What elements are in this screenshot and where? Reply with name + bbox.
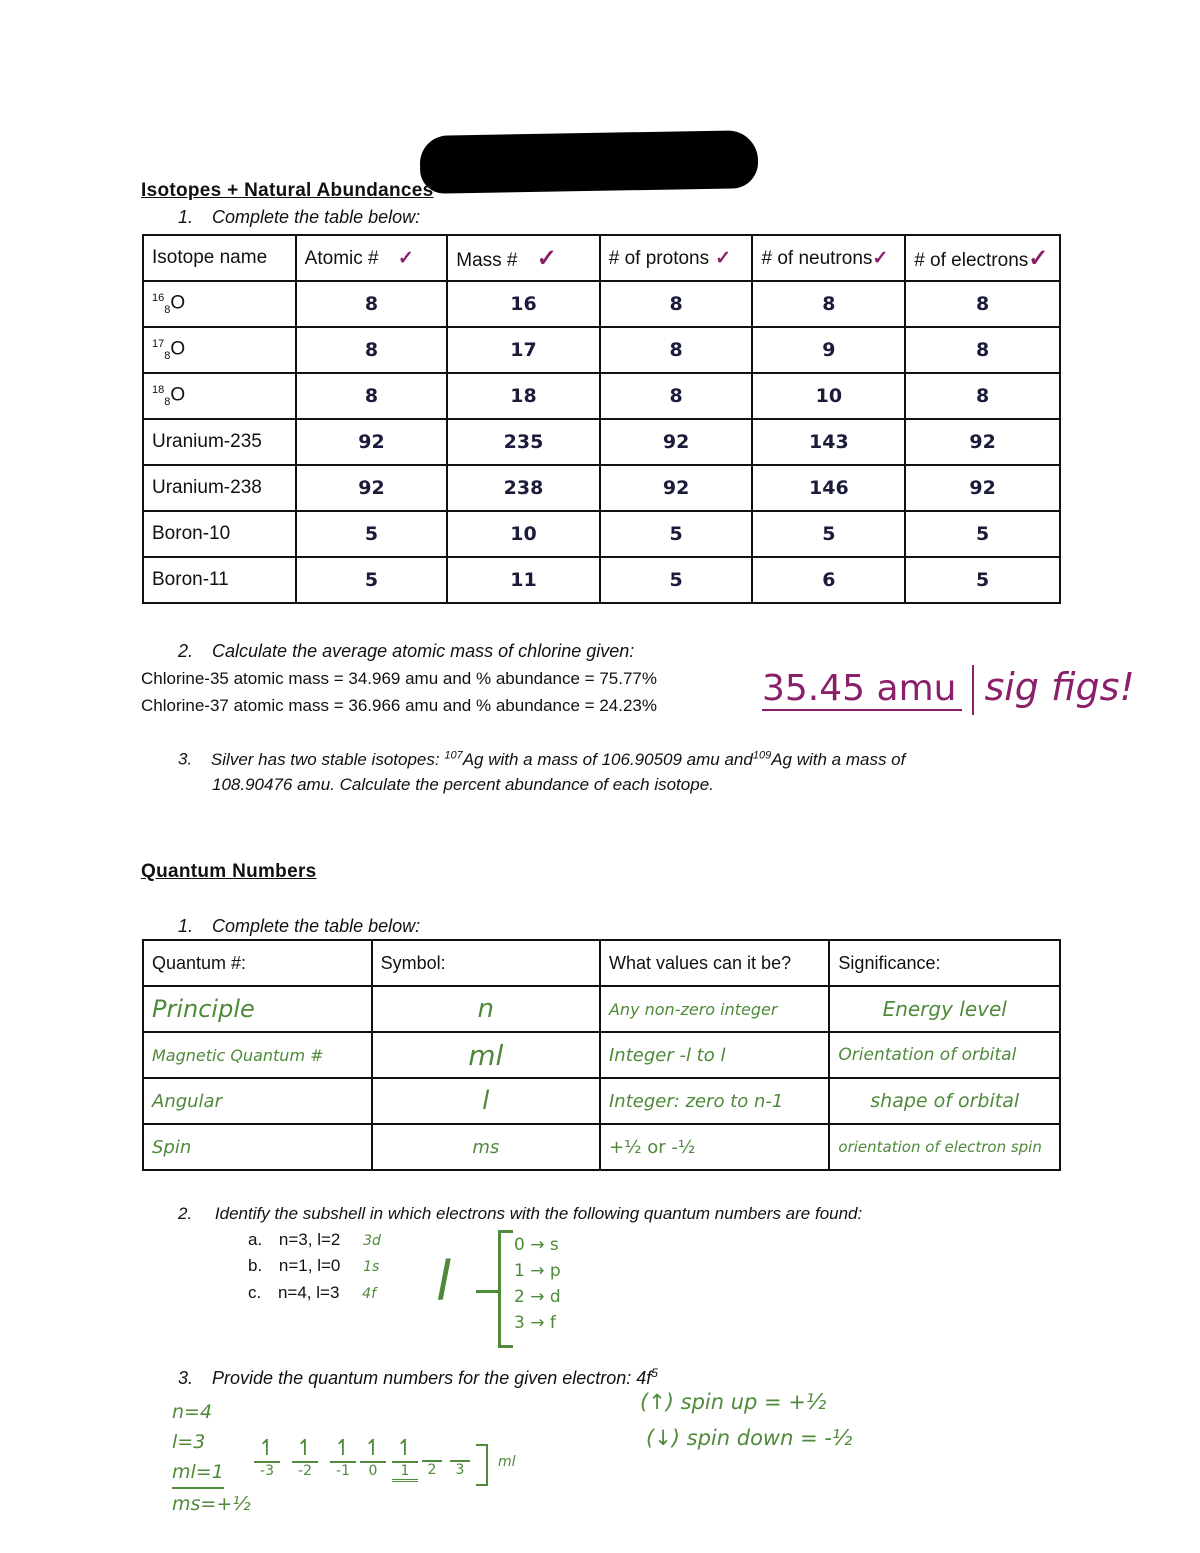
question-text: Complete the table below:	[212, 916, 421, 936]
mass-value: 238	[447, 465, 600, 511]
question-3-continued: 108.90476 amu. Calculate the percent abundance of each isotope.	[212, 775, 714, 794]
protons-value: 5	[600, 557, 753, 603]
orbital-slot	[254, 1436, 280, 1479]
header-isotope-name: Isotope name	[143, 235, 296, 281]
l-legend-connector	[476, 1290, 498, 1293]
check-mark-icon: ✓	[397, 247, 414, 269]
quantum-symbol: ms	[372, 1124, 600, 1170]
legend-item: 0 → s	[514, 1235, 559, 1255]
question-number: 2.	[178, 1204, 193, 1223]
up-arrow-icon: ↿	[363, 1436, 383, 1461]
l-legend-list	[514, 1232, 561, 1336]
question-number: 2.	[178, 641, 194, 661]
orbital-slot	[292, 1436, 318, 1479]
question-text: Calculate the average atomic mass of chlorine given:	[212, 641, 635, 661]
neutrons-value: 10	[752, 373, 905, 419]
question-text: Complete the table below:	[212, 207, 421, 227]
quantum-symbol: ml	[372, 1032, 600, 1078]
table-row	[143, 281, 1060, 327]
mass-value: 11	[447, 557, 600, 603]
orbital-label: -3	[260, 1463, 274, 1479]
atomic-value: 5	[296, 557, 448, 603]
answer-ms: ms=+½	[172, 1493, 251, 1515]
table-row	[143, 373, 1060, 419]
spin-down-note: (↓) spin down = -½	[646, 1426, 853, 1450]
question-number: 3.	[178, 1368, 194, 1388]
ml-label: ml	[498, 1454, 516, 1470]
orbital-slot	[450, 1436, 470, 1478]
header-atomic-number: Atomic # ✓	[296, 235, 448, 281]
header-mass-number: Mass # ✓	[447, 235, 600, 281]
chlorine-answer	[762, 665, 1135, 715]
table-row	[143, 511, 1060, 557]
header-symbol: Symbol:	[372, 940, 600, 986]
orbital-label: -1	[336, 1463, 350, 1479]
up-arrow-icon: ↿	[257, 1436, 277, 1461]
question-3-prompt	[178, 749, 905, 770]
legend-item: 2 → d	[514, 1287, 561, 1307]
question-text: Provide the quantum numbers for the given electron: $4f^5$	[212, 1366, 658, 1388]
quantum-significance: shape of orbital	[829, 1078, 1060, 1124]
check-mark-icon: ✓	[1028, 244, 1049, 272]
atomic-value: 92	[296, 465, 448, 511]
question-number: 1.	[178, 916, 194, 936]
atomic-value: 8	[296, 373, 448, 419]
protons-value: 8	[600, 327, 753, 373]
item-letter: c.	[248, 1283, 262, 1302]
quantum-question-1-prompt	[178, 916, 420, 937]
protons-value: 5	[600, 511, 753, 557]
answer-l: l=3	[172, 1431, 206, 1453]
quantum-values: Integer: zero to n-1	[600, 1078, 829, 1124]
isotope-name: Uranium-238	[143, 465, 296, 511]
neutrons-value: 5	[752, 511, 905, 557]
protons-value: 8	[600, 281, 753, 327]
header-electrons: # of electrons✓	[905, 235, 1060, 281]
isotope-name: Boron-10	[143, 511, 296, 557]
item-text: n=4, l=3	[277, 1283, 340, 1302]
header-quantum-number: Quantum #:	[143, 940, 372, 986]
quantum-answers	[172, 1397, 251, 1519]
orbital-label: 0	[368, 1463, 378, 1479]
mass-value: 235	[447, 419, 600, 465]
question-number: 1.	[178, 207, 194, 227]
electrons-value: 5	[905, 511, 1060, 557]
protons-value: 92	[600, 419, 753, 465]
question-text: Identify the subshell in which electrons with the following quantum numbers are found:	[214, 1204, 863, 1223]
atomic-value: 5	[296, 511, 448, 557]
table-row	[143, 1078, 1060, 1124]
neutrons-value: 146	[752, 465, 905, 511]
protons-value: 8	[600, 373, 753, 419]
electrons-value: 8	[905, 373, 1060, 419]
table-header-row	[143, 235, 1060, 281]
atomic-value: 92	[296, 419, 448, 465]
legend-item: 3 → f	[514, 1313, 556, 1333]
quantum-name: Angular	[143, 1078, 372, 1124]
answer-value: 35.45 amu	[762, 668, 962, 711]
item-letter: b.	[248, 1256, 263, 1275]
chlorine-35-line: Chlorine-35 atomic mass = 34.969 amu and % abundance = 75.77%	[141, 669, 657, 688]
atomic-value: 8	[296, 281, 448, 327]
question-text: Silver has two stable isotopes: $^{107}$Ag with a mass of 106.90509 amu and$^{109}$Ag with a mass of	[210, 749, 906, 769]
subshell-item-c	[248, 1283, 376, 1303]
electrons-value: 5	[905, 557, 1060, 603]
quantum-name: Magnetic Quantum #	[143, 1032, 372, 1078]
orbital-slot	[392, 1436, 418, 1482]
table-row	[143, 327, 1060, 373]
isotope-name: Uranium-235	[143, 419, 296, 465]
item-answer: 4f	[362, 1286, 376, 1302]
header-neutrons: # of neutrons✓	[752, 235, 905, 281]
orbital-diagram	[254, 1436, 544, 1500]
quantum-name: Principle	[143, 986, 372, 1032]
chlorine-37-line: Chlorine-37 atomic mass = 36.966 amu and % abundance = 24.23%	[141, 696, 657, 715]
l-legend-bracket	[498, 1230, 513, 1348]
electrons-value: 92	[905, 419, 1060, 465]
mass-value: 18	[447, 373, 600, 419]
isotope-name: Boron-11	[143, 557, 296, 603]
check-mark-icon: ✓	[715, 247, 732, 269]
isotope-name: $^{18}_8$O	[143, 373, 296, 419]
item-answer: 3d	[363, 1233, 381, 1249]
quantum-values: +½ or -½	[600, 1124, 829, 1170]
item-letter: a.	[248, 1230, 263, 1249]
check-mark-icon: ✓	[536, 244, 557, 272]
neutrons-value: 6	[752, 557, 905, 603]
quantum-values: Integer -l to l	[600, 1032, 829, 1078]
redaction-mark	[420, 130, 759, 194]
question-number: 3.	[178, 749, 193, 769]
electrons-value: 8	[905, 281, 1060, 327]
orbital-slot	[330, 1436, 356, 1479]
isotope-name: $^{16}_8$O	[143, 281, 296, 327]
up-arrow-icon: ↿	[333, 1436, 353, 1461]
answer-n: n=4	[172, 1401, 213, 1423]
header-protons: # of protons ✓	[600, 235, 753, 281]
quantum-values: Any non-zero integer	[600, 986, 829, 1032]
isotope-name: $^{17}_8$O	[143, 327, 296, 373]
up-arrow-icon: ↿	[395, 1436, 415, 1461]
mass-value: 10	[447, 511, 600, 557]
subshell-item-a	[248, 1230, 381, 1250]
quantum-question-3-prompt	[178, 1366, 658, 1389]
up-arrow-icon: ↿	[295, 1436, 315, 1461]
mass-value: 16	[447, 281, 600, 327]
check-mark-icon: ✓	[872, 247, 889, 269]
item-answer: 1s	[363, 1259, 380, 1275]
question-1-prompt	[178, 207, 420, 228]
item-text: n=1, l=0	[278, 1256, 341, 1275]
table-row	[143, 557, 1060, 603]
electrons-value: 92	[905, 465, 1060, 511]
item-text: n=3, l=2	[278, 1230, 341, 1249]
table-row	[143, 1124, 1060, 1170]
table-header-row	[143, 940, 1060, 986]
quantum-name: Spin	[143, 1124, 372, 1170]
orbital-label: 2	[427, 1462, 437, 1478]
section-title-isotopes: Isotopes + Natural Abundances	[141, 180, 434, 201]
protons-value: 92	[600, 465, 753, 511]
table-row	[143, 465, 1060, 511]
quantum-table	[142, 939, 1061, 1171]
neutrons-value: 9	[752, 327, 905, 373]
answer-divider	[972, 665, 974, 715]
orbital-label: 3	[455, 1462, 465, 1478]
spin-up-note: (↑) spin up = +½	[640, 1390, 827, 1414]
quantum-symbol: n	[372, 986, 600, 1032]
quantum-question-2-prompt	[178, 1204, 862, 1224]
atomic-value: 8	[296, 327, 448, 373]
answer-ml: ml=1	[172, 1457, 224, 1489]
question-2-prompt	[178, 641, 634, 662]
table-row	[143, 419, 1060, 465]
quantum-significance: orientation of electron spin	[829, 1124, 1060, 1170]
l-legend-symbol: l	[436, 1250, 452, 1313]
orbital-label: -2	[298, 1463, 312, 1479]
section-title-quantum: Quantum Numbers	[141, 861, 317, 882]
quantum-significance: Energy level	[829, 986, 1060, 1032]
table-row	[143, 986, 1060, 1032]
legend-item: 1 → p	[514, 1261, 561, 1281]
neutrons-value: 8	[752, 281, 905, 327]
neutrons-value: 143	[752, 419, 905, 465]
isotope-table	[142, 234, 1061, 604]
mass-value: 17	[447, 327, 600, 373]
orbital-bracket	[476, 1444, 488, 1486]
header-values: What values can it be?	[600, 940, 829, 986]
orbital-label: 1	[392, 1463, 418, 1482]
quantum-symbol: l	[372, 1078, 600, 1124]
table-row	[143, 1032, 1060, 1078]
subshell-item-b	[248, 1256, 379, 1276]
header-significance: Significance:	[829, 940, 1060, 986]
electrons-value: 8	[905, 327, 1060, 373]
orbital-slot	[360, 1436, 386, 1479]
orbital-slot	[422, 1436, 442, 1478]
sig-figs-note: sig figs!	[984, 665, 1135, 709]
quantum-significance: Orientation of orbital	[829, 1032, 1060, 1078]
